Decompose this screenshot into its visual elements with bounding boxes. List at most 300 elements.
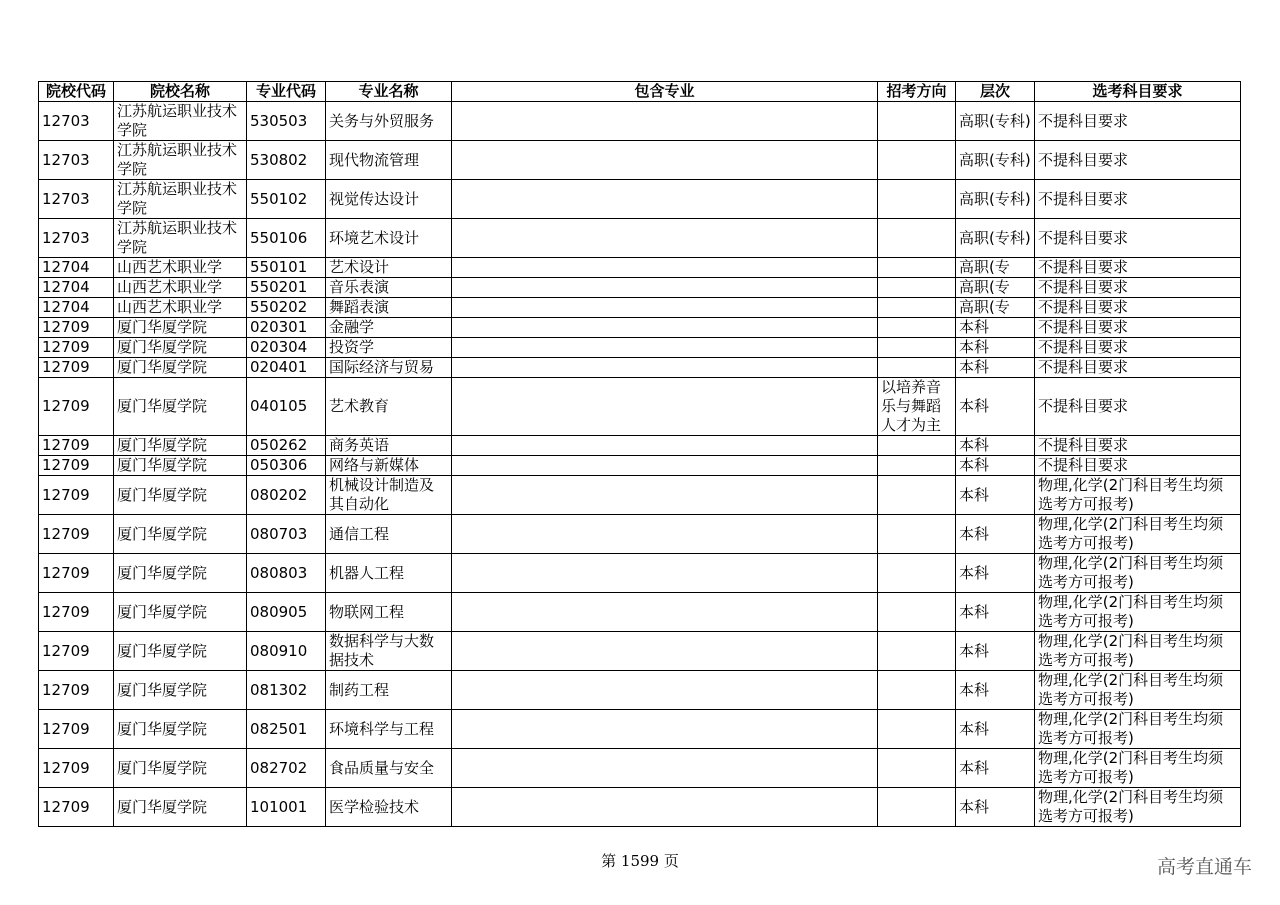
cell-school-code: [39, 338, 114, 358]
cell-subject-req: [1035, 102, 1241, 141]
cell-text: 020401: [250, 358, 308, 376]
cell-text: 本科: [959, 524, 990, 543]
cell-text: 江苏航运职业技术学院: [117, 141, 238, 178]
cell-included-majors: [452, 476, 878, 515]
cell-text: 高职(专: [959, 258, 1010, 276]
cell-level: [956, 710, 1035, 749]
cell-text: 不提科目要求: [1038, 456, 1129, 474]
header-level: 层次: [956, 82, 1035, 102]
table-row: [39, 219, 1241, 258]
cell-text: 082702: [250, 758, 308, 777]
cell-major-code: [247, 358, 326, 378]
cell-subject-req: [1035, 456, 1241, 476]
cell-school-name: [114, 258, 247, 278]
cell-text: 12703: [42, 189, 90, 208]
cell-text: 12709: [42, 797, 90, 816]
cell-major-code: [247, 515, 326, 554]
cell-level: [956, 632, 1035, 671]
cell-included-majors: [452, 515, 878, 554]
cell-school-code: [39, 258, 114, 278]
admissions-table: [38, 81, 1241, 827]
cell-text: 080910: [250, 641, 308, 660]
cell-text: 550106: [250, 228, 308, 247]
cell-text: 550101: [250, 258, 308, 276]
cell-text: 040105: [250, 397, 308, 415]
cell-subject-req: [1035, 436, 1241, 456]
cell-subject-req: [1035, 476, 1241, 515]
cell-text: 厦门华厦学院: [117, 563, 208, 582]
cell-text: 厦门华厦学院: [117, 318, 208, 336]
cell-included-majors: [452, 710, 878, 749]
cell-major-code: [247, 476, 326, 515]
cell-text: 550202: [250, 298, 308, 316]
cell-included-majors: [452, 219, 878, 258]
cell-text: 530503: [250, 111, 308, 130]
table-row: [39, 318, 1241, 338]
cell-level: [956, 358, 1035, 378]
cell-school-name: [114, 318, 247, 338]
cell-text: 12709: [42, 680, 90, 699]
cell-school-code: [39, 278, 114, 298]
header-major-code: 专业代码: [247, 82, 326, 102]
cell-text: 视觉传达设计: [329, 189, 420, 208]
cell-major-code: [247, 593, 326, 632]
cell-level: [956, 180, 1035, 219]
cell-school-name: [114, 671, 247, 710]
cell-included-majors: [452, 141, 878, 180]
cell-included-majors: [452, 102, 878, 141]
cell-level: [956, 378, 1035, 436]
table-row: [39, 671, 1241, 710]
cell-major-name: [326, 338, 452, 358]
cell-school-code: [39, 671, 114, 710]
cell-school-code: [39, 710, 114, 749]
cell-major-code: [247, 338, 326, 358]
cell-direction: [878, 593, 956, 632]
table-row: [39, 338, 1241, 358]
cell-included-majors: [452, 749, 878, 788]
cell-direction: [878, 671, 956, 710]
cell-text: 关务与外贸服务: [329, 111, 435, 130]
cell-text: 高职(专: [959, 278, 1010, 296]
table-row: [39, 358, 1241, 378]
cell-text: 不提科目要求: [1038, 228, 1129, 247]
cell-major-name: [326, 219, 452, 258]
cell-text: 12709: [42, 485, 90, 504]
cell-text: 金融学: [329, 318, 375, 336]
cell-text: 物理,化学(2门科目考生均须选考方可报考): [1038, 554, 1224, 591]
cell-school-code: [39, 632, 114, 671]
cell-text: 12709: [42, 358, 90, 376]
cell-text: 12709: [42, 318, 90, 336]
cell-direction: [878, 278, 956, 298]
cell-text: 12709: [42, 641, 90, 660]
cell-text: 厦门华厦学院: [117, 719, 208, 738]
cell-text: 12703: [42, 228, 90, 247]
cell-subject-req: [1035, 632, 1241, 671]
cell-text: 不提科目要求: [1038, 278, 1129, 296]
cell-major-name: [326, 476, 452, 515]
cell-text: 080803: [250, 563, 308, 582]
cell-text: 机器人工程: [329, 563, 405, 582]
cell-major-name: [326, 278, 452, 298]
cell-text: 020301: [250, 318, 308, 336]
cell-school-name: [114, 476, 247, 515]
cell-text: 现代物流管理: [329, 150, 420, 169]
cell-direction: [878, 102, 956, 141]
header-direction: 招考方向: [878, 82, 956, 102]
watermark: 高考直通车: [1156, 856, 1252, 878]
cell-major-code: [247, 219, 326, 258]
cell-text: 不提科目要求: [1038, 338, 1129, 356]
cell-text: 12709: [42, 602, 90, 621]
cell-major-name: [326, 788, 452, 827]
table-row: [39, 180, 1241, 219]
cell-text: 本科: [959, 602, 990, 621]
cell-subject-req: [1035, 278, 1241, 298]
cell-level: [956, 436, 1035, 456]
cell-text: 制药工程: [329, 680, 390, 699]
cell-text: 厦门华厦学院: [117, 680, 208, 699]
table-row: [39, 710, 1241, 749]
cell-text: 厦门华厦学院: [117, 397, 208, 415]
cell-level: [956, 102, 1035, 141]
cell-included-majors: [452, 298, 878, 318]
cell-text: 12704: [42, 258, 90, 276]
header-subject-req: 选考科目要求: [1035, 82, 1241, 102]
cell-school-name: [114, 554, 247, 593]
cell-included-majors: [452, 378, 878, 436]
cell-subject-req: [1035, 554, 1241, 593]
cell-text: 本科: [959, 641, 990, 660]
cell-text: 物联网工程: [329, 602, 405, 621]
cell-direction: [878, 749, 956, 788]
cell-text: 数据科学与大数据技术: [329, 632, 435, 669]
cell-direction: [878, 476, 956, 515]
cell-direction: [878, 436, 956, 456]
cell-included-majors: [452, 338, 878, 358]
cell-text: 本科: [959, 436, 990, 454]
cell-direction: [878, 318, 956, 338]
cell-text: 101001: [250, 797, 308, 816]
cell-direction: [878, 378, 956, 436]
table-row: [39, 436, 1241, 456]
cell-major-name: [326, 456, 452, 476]
cell-school-code: [39, 515, 114, 554]
cell-text: 厦门华厦学院: [117, 338, 208, 356]
cell-text: 080703: [250, 524, 308, 543]
cell-direction: [878, 632, 956, 671]
table-row: [39, 515, 1241, 554]
cell-text: 不提科目要求: [1038, 150, 1129, 169]
cell-level: [956, 258, 1035, 278]
cell-text: 本科: [959, 318, 990, 336]
table-row: [39, 554, 1241, 593]
cell-text: 高职(专科): [959, 111, 1031, 130]
cell-subject-req: [1035, 180, 1241, 219]
cell-text: 不提科目要求: [1038, 358, 1129, 376]
cell-school-code: [39, 318, 114, 338]
cell-major-code: [247, 436, 326, 456]
cell-level: [956, 456, 1035, 476]
table-row: [39, 788, 1241, 827]
cell-text: 山西艺术职业学: [117, 278, 223, 296]
cell-subject-req: [1035, 788, 1241, 827]
table-row: [39, 258, 1241, 278]
table-row: [39, 298, 1241, 318]
cell-text: 通信工程: [329, 524, 390, 543]
cell-text: 高职(专科): [959, 228, 1031, 247]
cell-school-name: [114, 338, 247, 358]
table-row: [39, 476, 1241, 515]
table-row: [39, 278, 1241, 298]
cell-school-name: [114, 515, 247, 554]
cell-subject-req: [1035, 338, 1241, 358]
page-number: 第 1599 页: [601, 852, 679, 870]
cell-major-code: [247, 141, 326, 180]
cell-included-majors: [452, 358, 878, 378]
cell-major-name: [326, 378, 452, 436]
cell-text: 厦门华厦学院: [117, 641, 208, 660]
table-row: [39, 749, 1241, 788]
cell-school-name: [114, 456, 247, 476]
cell-included-majors: [452, 632, 878, 671]
cell-subject-req: [1035, 593, 1241, 632]
cell-text: 12709: [42, 563, 90, 582]
header-school-code: 院校代码: [39, 82, 114, 102]
cell-school-name: [114, 378, 247, 436]
table-row: [39, 102, 1241, 141]
cell-subject-req: [1035, 258, 1241, 278]
cell-included-majors: [452, 456, 878, 476]
cell-text: 不提科目要求: [1038, 189, 1129, 208]
cell-text: 12704: [42, 278, 90, 296]
cell-school-name: [114, 593, 247, 632]
cell-level: [956, 788, 1035, 827]
cell-text: 本科: [959, 563, 990, 582]
cell-major-code: [247, 102, 326, 141]
cell-text: 12709: [42, 338, 90, 356]
cell-text: 本科: [959, 797, 990, 816]
cell-text: 550102: [250, 189, 308, 208]
cell-text: 12704: [42, 298, 90, 316]
cell-school-code: [39, 378, 114, 436]
cell-text: 050262: [250, 436, 308, 454]
cell-level: [956, 278, 1035, 298]
cell-major-name: [326, 632, 452, 671]
cell-text: 不提科目要求: [1038, 298, 1129, 316]
cell-text: 厦门华厦学院: [117, 758, 208, 777]
cell-major-code: [247, 378, 326, 436]
cell-major-code: [247, 456, 326, 476]
cell-school-name: [114, 436, 247, 456]
cell-text: 物理,化学(2门科目考生均须选考方可报考): [1038, 476, 1224, 513]
cell-text: 不提科目要求: [1038, 436, 1129, 454]
cell-major-code: [247, 318, 326, 338]
cell-text: 物理,化学(2门科目考生均须选考方可报考): [1038, 593, 1224, 630]
cell-school-code: [39, 749, 114, 788]
cell-text: 环境艺术设计: [329, 228, 420, 247]
cell-direction: [878, 298, 956, 318]
cell-text: 以培养音乐与舞蹈人才为主: [881, 378, 942, 434]
cell-school-code: [39, 102, 114, 141]
cell-included-majors: [452, 180, 878, 219]
cell-subject-req: [1035, 710, 1241, 749]
cell-text: 12709: [42, 758, 90, 777]
cell-text: 江苏航运职业技术学院: [117, 219, 238, 256]
table-row: [39, 456, 1241, 476]
cell-text: 12709: [42, 719, 90, 738]
cell-text: 本科: [959, 358, 990, 376]
cell-text: 厦门华厦学院: [117, 358, 208, 376]
cell-subject-req: [1035, 219, 1241, 258]
cell-school-code: [39, 554, 114, 593]
cell-direction: [878, 180, 956, 219]
cell-text: 050306: [250, 456, 308, 474]
cell-text: 080905: [250, 602, 308, 621]
cell-text: 环境科学与工程: [329, 719, 435, 738]
cell-school-name: [114, 180, 247, 219]
cell-text: 12703: [42, 111, 90, 130]
cell-text: 艺术教育: [329, 397, 390, 415]
cell-text: 高职(专科): [959, 150, 1031, 169]
header-major-name: 专业名称: [326, 82, 452, 102]
cell-text: 530802: [250, 150, 308, 169]
cell-text: 本科: [959, 397, 990, 415]
cell-major-code: [247, 671, 326, 710]
cell-major-code: [247, 298, 326, 318]
cell-major-code: [247, 554, 326, 593]
cell-direction: [878, 358, 956, 378]
cell-text: 机械设计制造及其自动化: [329, 476, 435, 513]
cell-major-name: [326, 671, 452, 710]
cell-text: 江苏航运职业技术学院: [117, 102, 238, 139]
header-included-majors: 包含专业: [452, 82, 878, 102]
cell-text: 医学检验技术: [329, 797, 420, 816]
cell-text: 本科: [959, 338, 990, 356]
cell-text: 082501: [250, 719, 308, 738]
cell-school-code: [39, 219, 114, 258]
cell-direction: [878, 141, 956, 180]
cell-text: 本科: [959, 719, 990, 738]
cell-major-name: [326, 258, 452, 278]
cell-text: 物理,化学(2门科目考生均须选考方可报考): [1038, 515, 1224, 552]
cell-text: 不提科目要求: [1038, 397, 1129, 415]
cell-text: 12709: [42, 397, 90, 415]
cell-included-majors: [452, 318, 878, 338]
cell-major-code: [247, 258, 326, 278]
cell-direction: [878, 219, 956, 258]
cell-subject-req: [1035, 298, 1241, 318]
cell-subject-req: [1035, 515, 1241, 554]
cell-major-code: [247, 749, 326, 788]
cell-major-code: [247, 788, 326, 827]
cell-level: [956, 593, 1035, 632]
cell-text: 不提科目要求: [1038, 318, 1129, 336]
cell-text: 厦门华厦学院: [117, 797, 208, 816]
cell-text: 物理,化学(2门科目考生均须选考方可报考): [1038, 788, 1224, 825]
cell-text: 不提科目要求: [1038, 258, 1129, 276]
cell-text: 厦门华厦学院: [117, 436, 208, 454]
cell-major-code: [247, 278, 326, 298]
cell-major-name: [326, 554, 452, 593]
cell-major-name: [326, 180, 452, 219]
cell-school-code: [39, 593, 114, 632]
cell-included-majors: [452, 554, 878, 593]
cell-major-code: [247, 710, 326, 749]
cell-level: [956, 515, 1035, 554]
cell-major-name: [326, 318, 452, 338]
cell-text: 本科: [959, 485, 990, 504]
cell-text: 物理,化学(2门科目考生均须选考方可报考): [1038, 710, 1224, 747]
cell-school-code: [39, 456, 114, 476]
cell-school-code: [39, 298, 114, 318]
cell-text: 江苏航运职业技术学院: [117, 180, 238, 217]
cell-major-name: [326, 358, 452, 378]
cell-direction: [878, 554, 956, 593]
cell-text: 厦门华厦学院: [117, 524, 208, 543]
cell-direction: [878, 515, 956, 554]
cell-text: 网络与新媒体: [329, 456, 420, 474]
cell-text: 山西艺术职业学: [117, 298, 223, 316]
cell-level: [956, 141, 1035, 180]
cell-major-name: [326, 298, 452, 318]
cell-text: 020304: [250, 338, 308, 356]
cell-text: 商务英语: [329, 436, 390, 454]
cell-included-majors: [452, 593, 878, 632]
cell-text: 舞蹈表演: [329, 298, 390, 316]
cell-school-name: [114, 710, 247, 749]
cell-text: 厦门华厦学院: [117, 456, 208, 474]
table-row: [39, 141, 1241, 180]
cell-text: 081302: [250, 680, 308, 699]
cell-school-code: [39, 788, 114, 827]
cell-school-name: [114, 141, 247, 180]
cell-text: 食品质量与安全: [329, 758, 435, 777]
cell-text: 物理,化学(2门科目考生均须选考方可报考): [1038, 632, 1224, 669]
cell-major-code: [247, 632, 326, 671]
cell-school-code: [39, 436, 114, 456]
cell-text: 12709: [42, 456, 90, 474]
cell-text: 国际经济与贸易: [329, 358, 435, 376]
cell-major-name: [326, 710, 452, 749]
cell-text: 物理,化学(2门科目考生均须选考方可报考): [1038, 671, 1224, 708]
cell-subject-req: [1035, 318, 1241, 338]
cell-level: [956, 749, 1035, 788]
cell-text: 12703: [42, 150, 90, 169]
cell-text: 厦门华厦学院: [117, 602, 208, 621]
cell-school-name: [114, 749, 247, 788]
cell-text: 本科: [959, 680, 990, 699]
cell-included-majors: [452, 671, 878, 710]
cell-included-majors: [452, 278, 878, 298]
cell-direction: [878, 788, 956, 827]
cell-subject-req: [1035, 378, 1241, 436]
cell-text: 550201: [250, 278, 308, 296]
cell-level: [956, 554, 1035, 593]
cell-text: 12709: [42, 436, 90, 454]
table-row: [39, 593, 1241, 632]
cell-text: 080202: [250, 485, 308, 504]
cell-text: 高职(专科): [959, 189, 1031, 208]
cell-level: [956, 298, 1035, 318]
cell-included-majors: [452, 788, 878, 827]
cell-included-majors: [452, 436, 878, 456]
cell-direction: [878, 258, 956, 278]
cell-text: 艺术设计: [329, 258, 390, 276]
cell-school-code: [39, 180, 114, 219]
cell-major-name: [326, 141, 452, 180]
